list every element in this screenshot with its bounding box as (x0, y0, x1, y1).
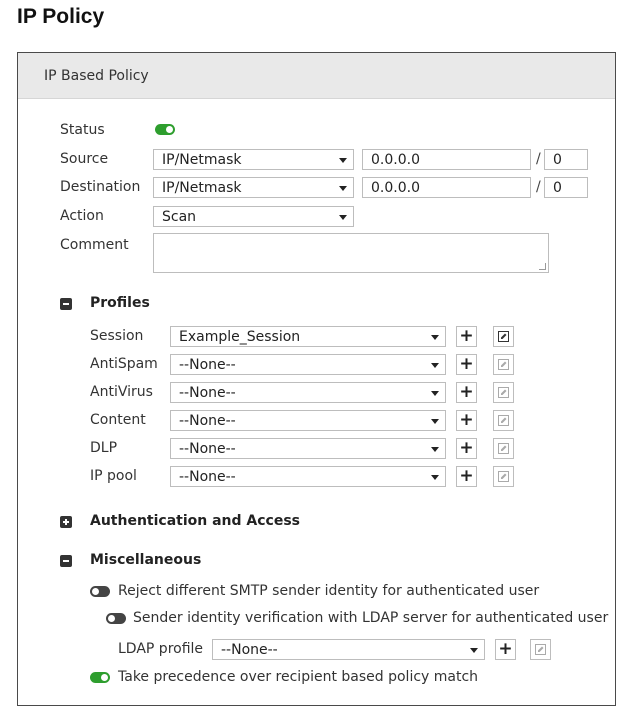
resize-grip-icon[interactable] (539, 263, 546, 270)
edit-antivirus-button[interactable] (493, 382, 514, 403)
sender-ldap-label: Sender identity verification with LDAP server for authenticated user (133, 610, 609, 626)
edit-content-button[interactable] (493, 410, 514, 431)
profile-label-session: Session (90, 328, 144, 344)
edit-icon (498, 359, 509, 370)
destination-ip-value: 0.0.0.0 (371, 180, 420, 196)
edit-icon (535, 644, 546, 655)
ldap-profile-value: --None-- (221, 642, 278, 658)
chevron-down-icon (339, 158, 347, 163)
edit-icon (498, 331, 509, 342)
profiles-section-title[interactable]: Profiles (90, 295, 150, 311)
source-label: Source (60, 151, 109, 167)
plus-icon: + (459, 437, 474, 458)
source-ip-value: 0.0.0.0 (371, 152, 420, 168)
profile-select-dlp[interactable] (170, 438, 446, 459)
profile-value-session: Example_Session (179, 329, 301, 345)
chevron-down-icon (431, 335, 439, 340)
edit-ldap-profile-button[interactable] (530, 639, 551, 660)
profile-select-antivirus[interactable] (170, 382, 446, 403)
add-ldap-profile-button[interactable] (495, 639, 516, 660)
panel-header-title: IP Based Policy (44, 68, 149, 84)
destination-ip-input[interactable] (362, 177, 531, 198)
profile-select-ip-pool[interactable] (170, 466, 446, 487)
plus-icon: + (459, 381, 474, 402)
profile-select-antispam[interactable] (170, 354, 446, 375)
add-ip-pool-button[interactable] (456, 466, 477, 487)
profile-label-content: Content (90, 412, 146, 428)
edit-antispam-button[interactable] (493, 354, 514, 375)
plus-icon: + (459, 325, 474, 346)
profile-value-ip-pool: --None-- (179, 469, 236, 485)
destination-type-value: IP/Netmask (162, 180, 242, 196)
add-antivirus-button[interactable] (456, 382, 477, 403)
profile-value-content: --None-- (179, 413, 236, 429)
profile-select-content[interactable] (170, 410, 446, 431)
plus-icon: + (459, 409, 474, 430)
ldap-profile-label: LDAP profile (118, 641, 204, 657)
destination-type-select[interactable] (153, 177, 354, 198)
edit-session-button[interactable] (493, 326, 514, 347)
status-label: Status (60, 122, 105, 138)
edit-icon (498, 471, 509, 482)
plus-icon: + (498, 638, 513, 659)
comment-textarea[interactable] (153, 233, 549, 273)
page-title: IP Policy (17, 5, 105, 28)
plus-icon: + (459, 465, 474, 486)
edit-dlp-button[interactable] (493, 438, 514, 459)
profile-label-antispam: AntiSpam (90, 356, 158, 372)
auth-section-title[interactable]: Authentication and Access (90, 513, 301, 529)
edit-icon (498, 387, 509, 398)
chevron-down-icon (431, 447, 439, 452)
add-antispam-button[interactable] (456, 354, 477, 375)
source-mask-value: 0 (553, 152, 562, 168)
ip-policy-panel (17, 52, 616, 706)
profile-label-dlp: DLP (90, 440, 118, 456)
profile-value-antivirus: --None-- (179, 385, 236, 401)
profile-label-antivirus: AntiVirus (90, 384, 153, 400)
source-ip-input[interactable] (362, 149, 531, 170)
profile-select-session[interactable] (170, 326, 446, 347)
source-mask-input[interactable] (544, 149, 588, 170)
collapse-icon[interactable] (60, 555, 72, 567)
add-session-button[interactable] (456, 326, 477, 347)
action-label: Action (60, 208, 104, 224)
precedence-label: Take precedence over recipient based policy match (118, 669, 479, 685)
expand-icon[interactable] (60, 516, 72, 528)
action-value: Scan (162, 209, 197, 225)
profile-value-dlp: --None-- (179, 441, 236, 457)
plus-icon: + (459, 353, 474, 374)
chevron-down-icon (431, 391, 439, 396)
destination-label: Destination (60, 179, 141, 195)
add-content-button[interactable] (456, 410, 477, 431)
chevron-down-icon (431, 363, 439, 368)
ldap-profile-select[interactable] (212, 639, 485, 660)
reject-smtp-label: Reject different SMTP sender identity for authenticated user (118, 583, 540, 599)
panel-header (18, 53, 615, 99)
comment-label: Comment (60, 237, 129, 253)
profile-value-antispam: --None-- (179, 357, 236, 373)
source-type-value: IP/Netmask (162, 152, 242, 168)
source-slash: / (536, 151, 541, 167)
edit-ip-pool-button[interactable] (493, 466, 514, 487)
precedence-toggle[interactable] (90, 672, 110, 683)
source-type-select[interactable] (153, 149, 354, 170)
status-toggle[interactable] (155, 124, 175, 135)
destination-mask-value: 0 (553, 180, 562, 196)
chevron-down-icon (339, 215, 347, 220)
add-dlp-button[interactable] (456, 438, 477, 459)
chevron-down-icon (431, 475, 439, 480)
profile-label-ip-pool: IP pool (90, 468, 137, 484)
edit-icon (498, 415, 509, 426)
chevron-down-icon (339, 186, 347, 191)
action-select[interactable] (153, 206, 354, 227)
destination-mask-input[interactable] (544, 177, 588, 198)
reject-smtp-toggle[interactable] (90, 586, 110, 597)
misc-section-title[interactable]: Miscellaneous (90, 552, 202, 568)
chevron-down-icon (431, 419, 439, 424)
sender-ldap-toggle[interactable] (106, 613, 126, 624)
destination-slash: / (536, 179, 541, 195)
chevron-down-icon (470, 648, 478, 653)
edit-icon (498, 443, 509, 454)
collapse-icon[interactable] (60, 298, 72, 310)
